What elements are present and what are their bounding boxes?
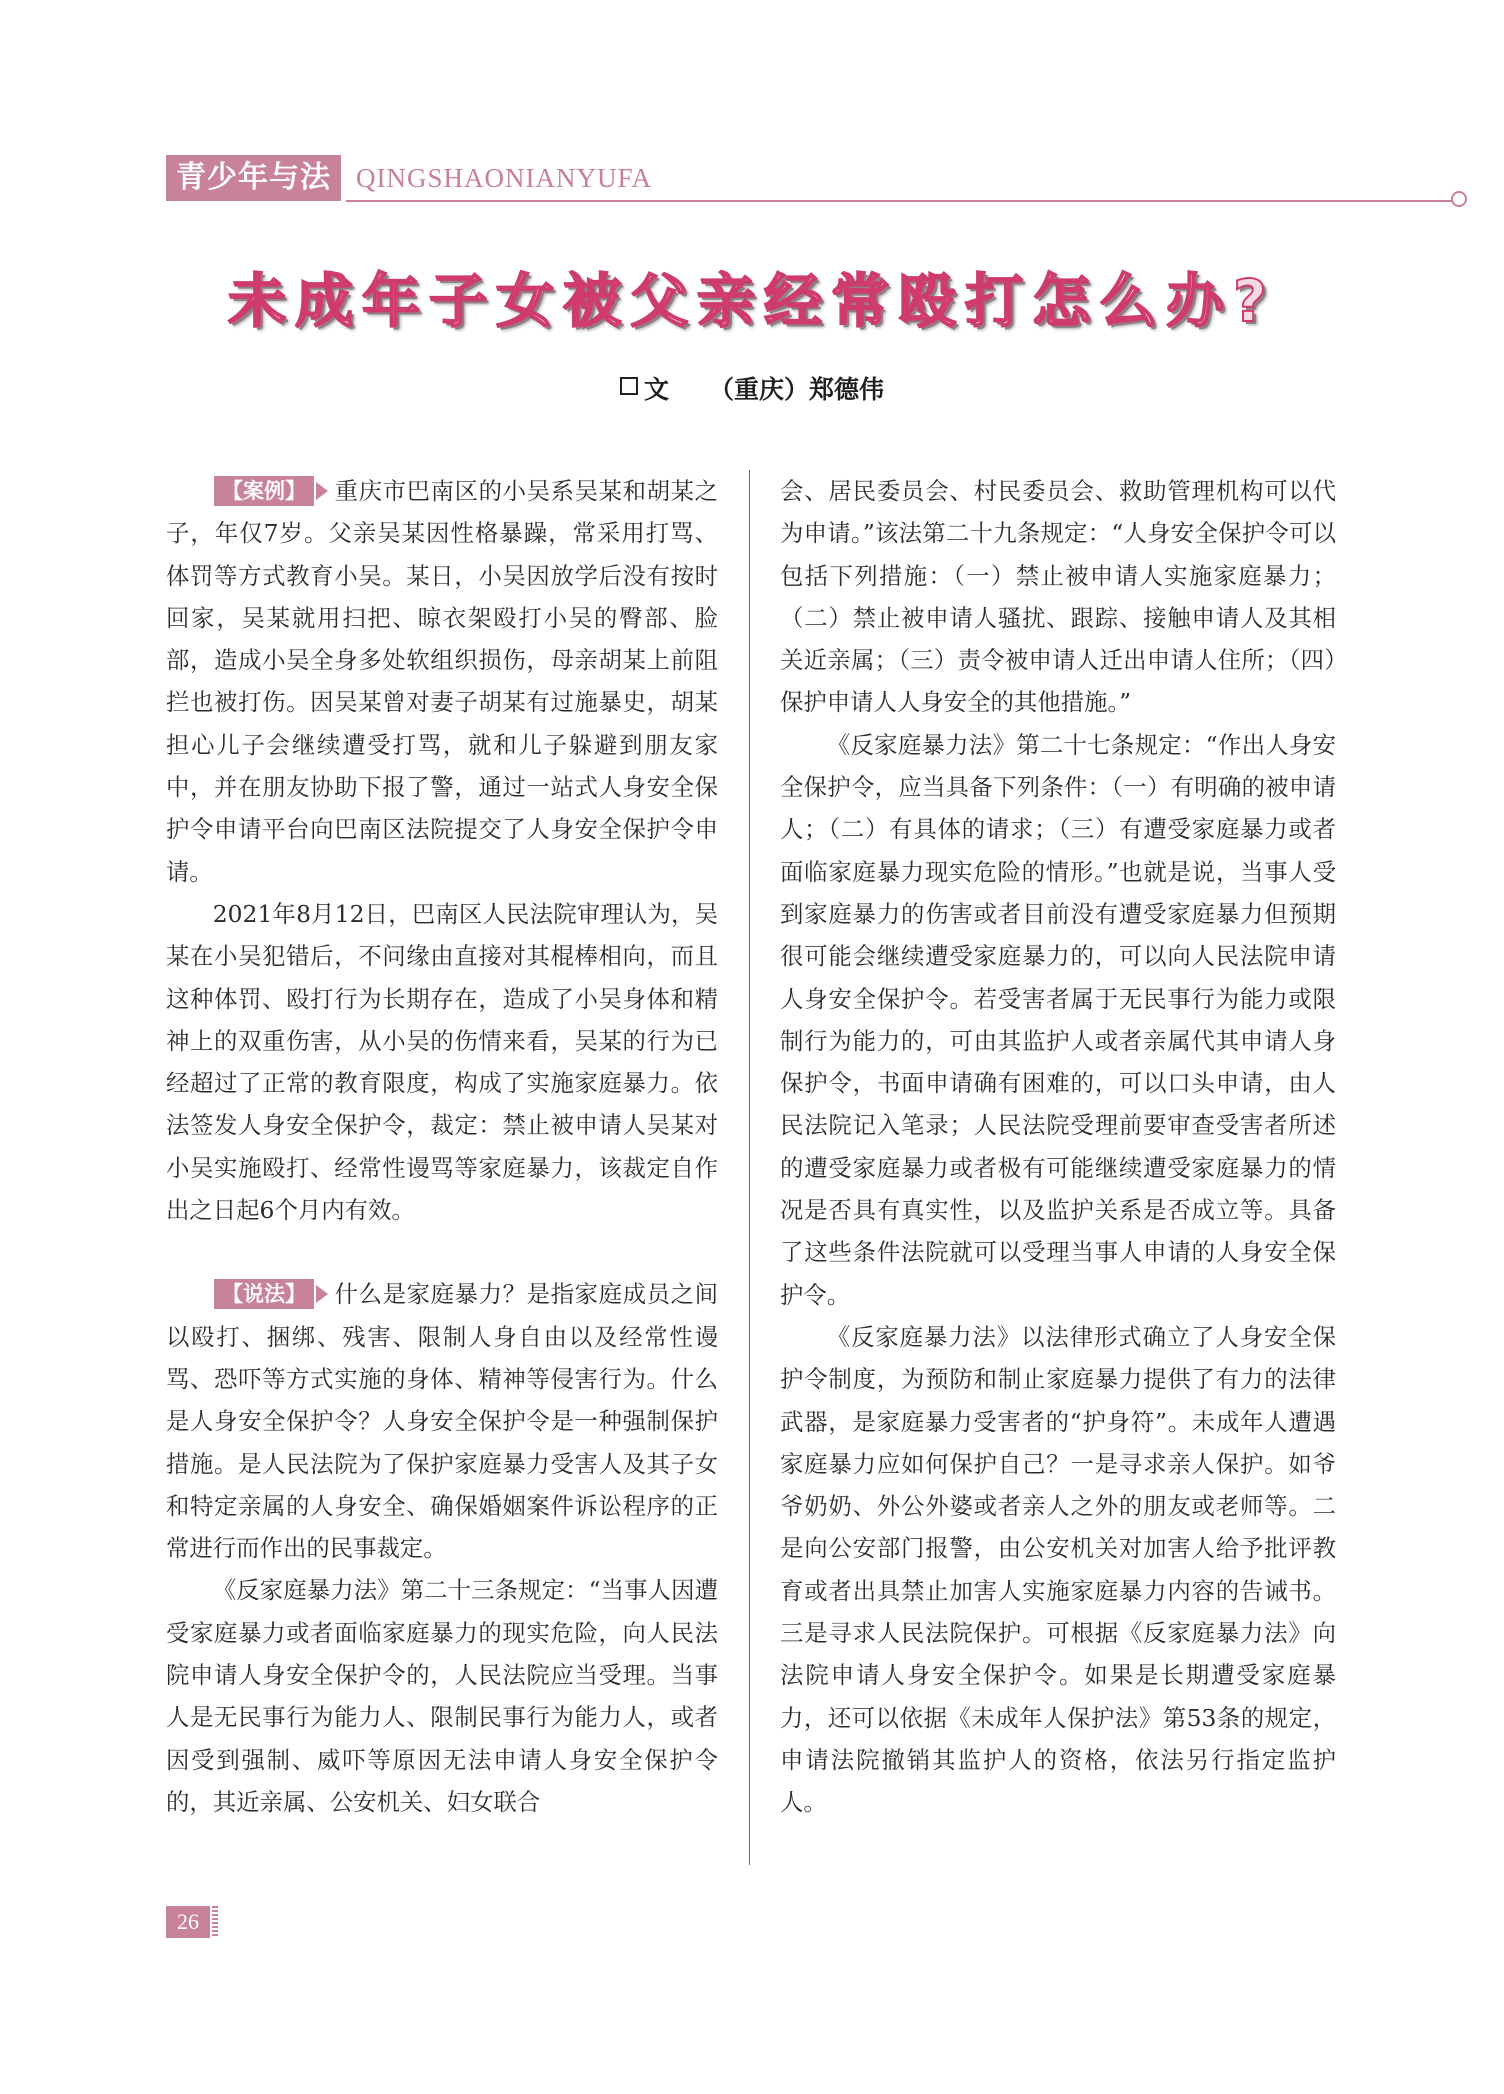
header-rule-end-dot xyxy=(1451,191,1467,207)
section-gap xyxy=(166,1231,718,1273)
left-column xyxy=(166,470,718,1823)
case-tag: 【案例】 xyxy=(214,476,314,506)
article-title: 未成年子女被父亲经常殴打怎么办? xyxy=(228,267,1276,335)
page-number: 26 xyxy=(166,1906,210,1938)
right-paragraph-2: 《反家庭暴力法》第二十七条规定：“作出人身安全保护令，应当具备下列条件：（一）有明确的被申请人；（二）有具体的请求；（三）有遭受家庭暴力或者面临家庭暴力现实危险的情形。”也就是说，当事人受到家庭暴力的伤害或者目前没有遭受家庭暴力但预期很可能会继续遭受家庭暴力的，可以向人民法院申请人身安全保护令。若受害者属于无民事行为能力或限制行为能力的，可由其监护人或者亲属代其申请人身保护令，书面申请确有困难的，可以口头申请，由人民法院记入笔录；人民法院受理前要审查受害者所述的遭受家庭暴力或者极有可能继续遭受家庭暴力的情况是否具有真实性，以及监护关系是否成立等。具备了这些条件法院就可以受理当事人申请的人身安全保护令。 xyxy=(780,730,1336,1309)
case-paragraph-2: 2021年8月12日，巴南区人民法院审理认为，吴某在小吴犯错后，不问缘由直接对其棍棒相向，而且这种体罚、殴打行为长期存在，造成了小吴身体和精神上的双重伤害，从小吴的伤情来看，吴某的行为已经超过了正常的教育限度，构成了实施家庭暴力。依法签发人身安全保护令，裁定：禁止被申请人吴某对小吴实施殴打、经常性谩骂等家庭暴力，该裁定自作出之日起6个月内有效。 xyxy=(166,899,718,1225)
byline-author: （重庆）郑德伟 xyxy=(709,375,885,404)
section-pinyin: QINGSHAONIANYUFA xyxy=(356,163,652,193)
section-label: 青少年与法 xyxy=(166,155,341,201)
byline xyxy=(0,370,1504,406)
law-paragraph-2: 《反家庭暴力法》第二十三条规定：“当事人因遭受家庭暴力或者面临家庭暴力的现实危险，向人民法院申请人身安全保护令的，人民法院应当受理。当事人是无民事行为能力人、限制民事行为能力人，或者因受到强制、威吓等原因无法申请人身安全保护令的，其近亲属、公安机关、妇女联合 xyxy=(166,1576,718,1816)
header-rule xyxy=(346,200,1461,202)
case-paragraph-1 xyxy=(166,470,718,893)
law-paragraph-1-text: 什么是家庭暴力？是指家庭成员之间以殴打、捆绑、残害、限制人身自由以及经常性谩骂、恐吓等方式实施的身体、精神等侵害行为。什么是人身安全保护令？人身安全保护令是一种强制保护措施。是人民法院为了保护家庭暴力受害人及其子女和特定亲属的人身安全、确保婚姻案件诉讼程序的正常进行而作出的民事裁定。 xyxy=(166,1280,718,1563)
column-divider xyxy=(749,470,750,1865)
page-number-ticks xyxy=(212,1906,218,1938)
case-paragraph-1-text: 重庆市巴南区的小吴系吴某和胡某之子，年仅7岁。父亲吴某因性格暴躁，常采用打骂、体罚等方式教育小吴。某日，小吴因放学后没有按时回家，吴某就用扫把、晾衣架殴打小吴的臀部、脸部，造成小吴全身多处软组织损伤，母亲胡某上前阻拦也被打伤。因吴某曾对妻子胡某有过施暴史，胡某担心儿子会继续遭受打骂，就和儿子躲避到朋友家中，并在朋友协助下报了警，通过一站式人身安全保护令申请平台向巴南区法院提交了人身安全保护令申请。 xyxy=(166,477,718,886)
square-icon xyxy=(620,377,638,395)
triangle-arrow-icon xyxy=(316,1285,328,1303)
section-header xyxy=(166,152,1304,204)
byline-label: 文 xyxy=(643,375,669,404)
right-column xyxy=(780,470,1336,1824)
triangle-arrow-icon xyxy=(316,482,328,500)
law-paragraph-1 xyxy=(166,1273,718,1569)
right-paragraph-1: 会、居民委员会、村民委员会、救助管理机构可以代为申请。”该法第二十九条规定：“人身安全保护令可以包括下列措施：（一）禁止被申请人实施家庭暴力；（二）禁止被申请人骚扰、跟踪、接触申请人及其相关近亲属；（三）责令被申请人迁出申请人住所；（四）保护申请人人身安全的其他措施。” xyxy=(780,477,1336,717)
right-paragraph-3: 《反家庭暴力法》以法律形式确立了人身安全保护令制度，为预防和制止家庭暴力提供了有力的法律武器，是家庭暴力受害者的“护身符”。未成年人遭遇家庭暴力应如何保护自己？一是寻求亲人保护。如爷爷奶奶、外公外婆或者亲人之外的朋友或老师等。二是向公安部门报警，由公安机关对加害人给予批评教育或者出具禁止加害人实施家庭暴力内容的告诫书。三是寻求人民法院保护。可根据《反家庭暴力法》向法院申请人身安全保护令。如果是长期遭受家庭暴力，还可以依据《未成年人保护法》第53条的规定，申请法院撤销其监护人的资格，依法另行指定监护人。 xyxy=(780,1322,1336,1817)
law-tag: 【说法】 xyxy=(214,1279,314,1309)
